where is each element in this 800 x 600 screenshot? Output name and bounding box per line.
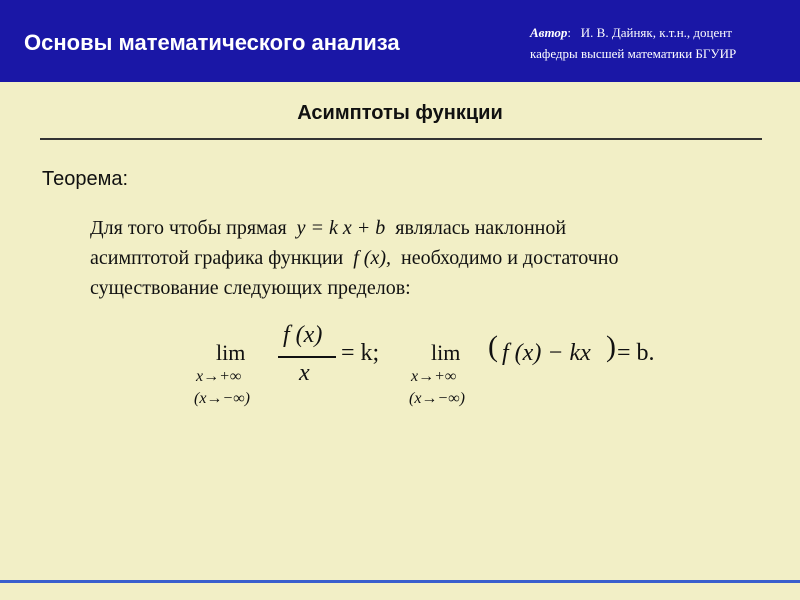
author-label: Автор — [530, 25, 568, 40]
lim-2-subscript-plus: x→+∞ — [411, 368, 457, 385]
title-divider — [40, 138, 762, 140]
lim-2-subscript-minus: (x→−∞) — [409, 390, 465, 407]
line-equation: y = k x + b — [296, 217, 386, 239]
lim-2: lim — [431, 340, 461, 365]
slide-title: Асимптоты функции — [297, 102, 503, 124]
text-part-3: асимптотой графика функции — [90, 247, 344, 269]
fraction-denominator: x — [299, 360, 310, 386]
text-part-2: являлась наклонной — [395, 217, 567, 239]
equals-k: = k; — [341, 340, 380, 366]
text-part-4: необходимо и достаточно — [401, 247, 619, 269]
header-bar — [0, 0, 800, 82]
theorem-label: Теорема: — [42, 168, 129, 190]
theorem-text — [90, 213, 770, 303]
equals-b: = b. — [617, 340, 655, 366]
author-name: И. В. Дайняк, к.т.н., доцент — [580, 25, 732, 40]
open-paren: ( — [488, 330, 498, 363]
limit-formulas — [0, 318, 800, 438]
difference-expression: f (x) − kx — [502, 340, 591, 366]
author-info: Автор: И. В. Дайняк, к.т.н., доцент кафедры высшей математики БГУИР — [530, 22, 736, 64]
author-department: кафедры высшей математики БГУИР — [530, 46, 737, 61]
function-notation: f (x), — [353, 247, 391, 269]
fraction-bar — [278, 356, 336, 358]
footer-line — [0, 580, 800, 583]
lim-1: lim — [216, 340, 246, 365]
lim-1-subscript-plus: x→+∞ — [196, 368, 242, 385]
text-part-1: Для того чтобы прямая — [90, 217, 287, 239]
fraction-numerator: f (x) — [283, 322, 323, 348]
text-part-5: существование следующих пределов: — [90, 277, 411, 299]
close-paren: ) — [606, 330, 616, 363]
lim-1-subscript-minus: (x→−∞) — [194, 390, 250, 407]
presentation-title: Основы математического анализа — [24, 30, 400, 55]
